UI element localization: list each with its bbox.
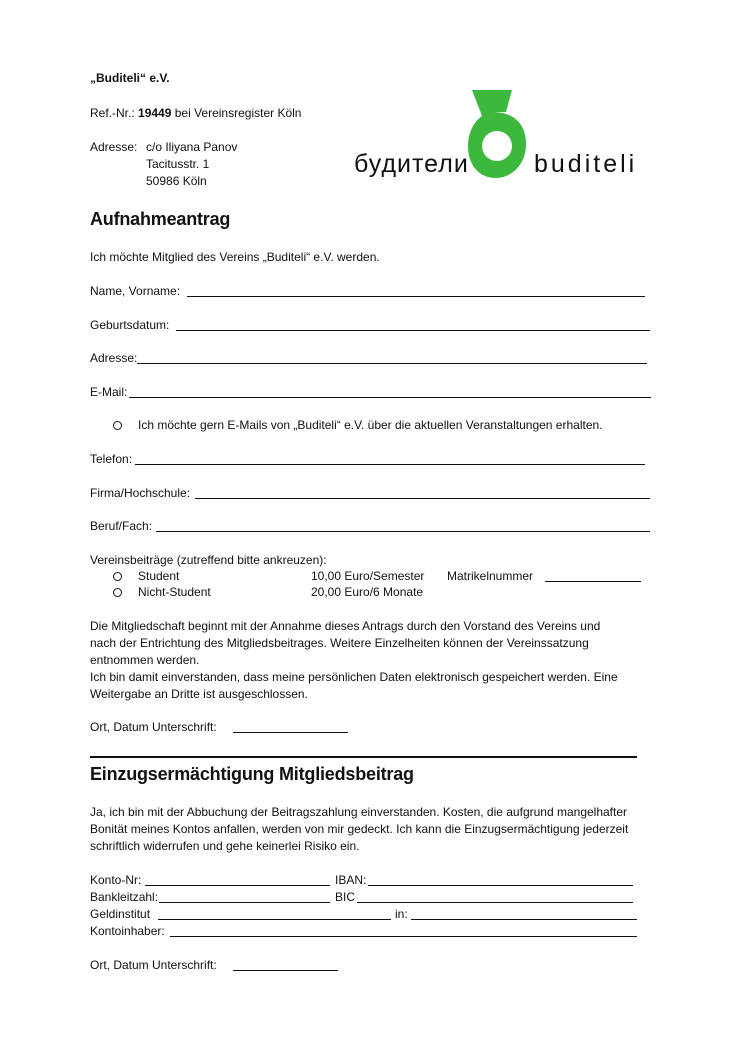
logo-mark-icon: [466, 88, 528, 180]
membership-line-4: Ich bin damit einverstanden, dass meine persönlichen Daten elektronisch gespeichert werden. Eine: [90, 670, 618, 684]
fee-nonstudent-price: 20,00 Euro/6 Monate: [311, 585, 424, 599]
company-label: Firma/Hochschule:: [90, 486, 191, 500]
fee-nonstudent-option[interactable]: [113, 585, 211, 600]
account-label: Konto-Nr:: [90, 873, 142, 887]
address-input-line[interactable]: [137, 363, 647, 364]
holder-input-line[interactable]: [170, 936, 637, 937]
address-line-3: 50986 Köln: [146, 174, 207, 188]
job-input-line[interactable]: [156, 531, 650, 532]
membership-line-2: nach der Entrichtung des Mitgliedsbeitrages. Weitere Einzelheiten können der Vereinssatzung: [90, 636, 589, 650]
email-label: E-Mail:: [90, 385, 128, 399]
matriculation-input-line[interactable]: [545, 581, 641, 582]
iban-label: IBAN:: [335, 873, 367, 887]
bic-label: BIC: [335, 890, 356, 904]
debit-paragraph: [90, 804, 628, 855]
name-label: Name, Vorname:: [90, 284, 181, 298]
signature-input-line-1[interactable]: [233, 732, 348, 733]
birth-label: Geburtsdatum:: [90, 318, 170, 332]
fee-student-radio[interactable]: [113, 572, 122, 581]
signature-label-2: Ort, Datum Unterschrift:: [90, 958, 217, 972]
signature-input-line-2[interactable]: [233, 970, 338, 971]
ref-number-line: [90, 106, 301, 121]
bic-input-line[interactable]: [357, 902, 633, 903]
fee-student-price: 10,00 Euro/Semester: [311, 569, 425, 583]
ref-prefix: Ref.-Nr.:: [90, 106, 139, 120]
account-input-line[interactable]: [145, 885, 330, 886]
section-divider: [90, 756, 637, 758]
iban-input-line[interactable]: [368, 885, 633, 886]
phone-label: Telefon:: [90, 452, 133, 466]
email-opt-in[interactable]: [113, 418, 603, 433]
membership-paragraph: [90, 618, 618, 703]
phone-input-line[interactable]: [135, 464, 645, 465]
form-intro: Ich möchte Mitglied des Vereins „Buditeli“ e.V. werden.: [90, 250, 380, 264]
debit-title: Einzugsermächtigung Mitgliedsbeitrag: [90, 764, 414, 784]
form-title: Aufnahmeantrag: [90, 209, 231, 229]
address-line-2: Tacitusstr. 1: [146, 157, 210, 171]
email-opt-in-radio[interactable]: [113, 421, 122, 430]
institute-label: Geldinstitut: [90, 907, 151, 921]
institute-location-input-line[interactable]: [411, 919, 637, 920]
debit-line-2: Bonität meines Kontos anfallen, werden von mir gedeckt. Ich kann die Einzugsermächtigung jederzeit: [90, 822, 629, 836]
job-label: Beruf/Fach:: [90, 519, 153, 533]
bank-code-label: Bankleitzahl:: [90, 890, 159, 904]
holder-label: Kontoinhaber:: [90, 924, 165, 938]
fee-student-label: Student: [138, 569, 180, 583]
name-input-line[interactable]: [187, 296, 645, 297]
email-input-line[interactable]: [129, 397, 651, 398]
membership-line-1: Die Mitgliedschaft beginnt mit der Annahme dieses Antrags durch den Vorstand des Vereins und: [90, 619, 601, 633]
address-field-label: Adresse:: [90, 351, 138, 365]
address-label: Adresse:: [90, 140, 138, 154]
ref-suffix: bei Vereinsregister Köln: [171, 106, 302, 120]
debit-line-1: Ja, ich bin mit der Abbuchung der Beitragszahlung einverstanden. Kosten, die aufgrund mangelhafter: [90, 805, 628, 819]
bank-code-input-line[interactable]: [159, 902, 330, 903]
logo-latin: buditeli: [534, 150, 638, 178]
membership-line-3: entnommen werden.: [90, 653, 200, 667]
org-name: „Buditeli“ e.V.: [90, 71, 170, 85]
fees-heading: Vereinsbeiträge (zutreffend bitte ankreuzen):: [90, 553, 327, 567]
institute-location-label: in:: [395, 907, 408, 921]
logo-cyrillic: будители: [354, 150, 469, 178]
ref-number: 19449: [138, 106, 172, 120]
address-line-1: c/o Iliyana Panov: [146, 140, 238, 154]
signature-label-1: Ort, Datum Unterschrift:: [90, 720, 217, 734]
institute-input-line[interactable]: [158, 919, 391, 920]
matriculation-label: Matrikelnummer: [447, 569, 534, 583]
debit-line-3: schriftlich widerrufen und gehe keinerlei Risiko ein.: [90, 839, 360, 853]
fee-nonstudent-radio[interactable]: [113, 588, 122, 597]
birth-input-line[interactable]: [176, 330, 650, 331]
company-input-line[interactable]: [195, 498, 650, 499]
fee-student-option[interactable]: [113, 569, 179, 584]
membership-line-5: Weitergabe an Dritte ist ausgeschlossen.: [90, 687, 308, 701]
fee-nonstudent-label: Nicht-Student: [138, 585, 211, 599]
email-opt-in-label: Ich möchte gern E-Mails von „Buditeli“ e.V. über die aktuellen Veranstaltungen erhalten.: [138, 418, 603, 432]
